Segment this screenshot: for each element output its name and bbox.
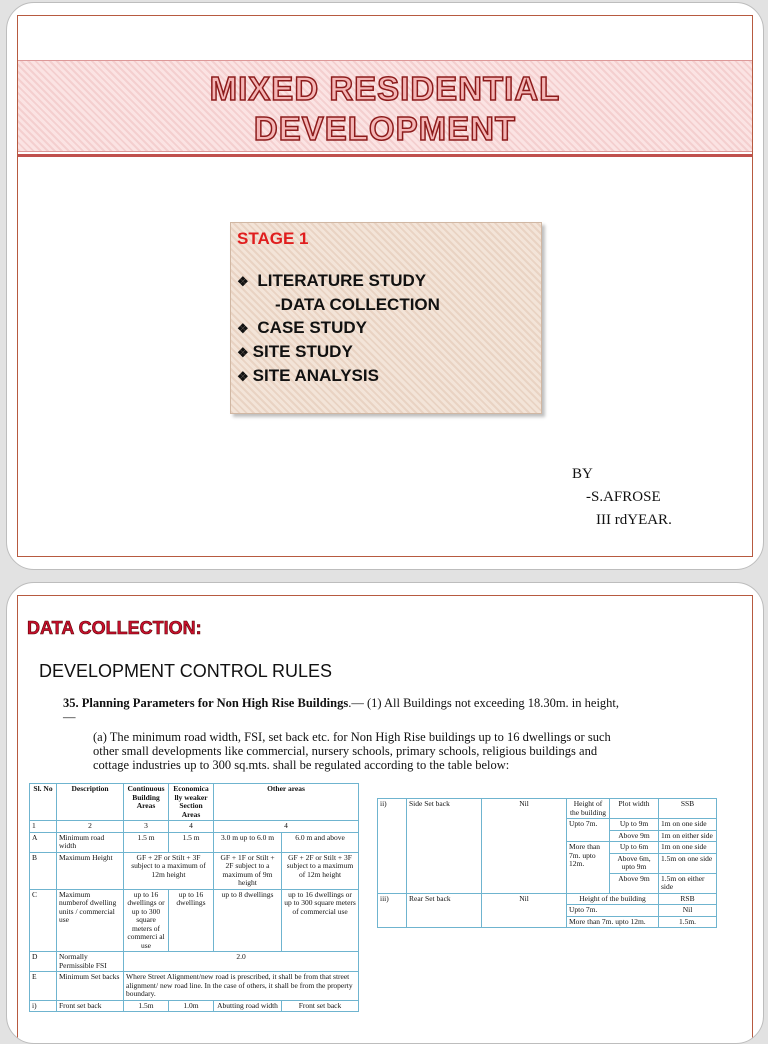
table-cell: 1.5 m xyxy=(169,832,214,852)
table-row xyxy=(30,821,359,833)
table-row xyxy=(30,972,359,1001)
list-item xyxy=(237,340,440,364)
table-cell: Maximum numberof dwelling units / commercial use xyxy=(57,889,124,952)
table-cell: More than 7m. upto 12m. xyxy=(567,842,610,894)
list-item-label: -DATA COLLECTION xyxy=(275,295,440,314)
table-cell: 6.0 m and above xyxy=(282,832,359,852)
table-cell: up to 16 dwellings or up to 300 square meters of commerci al use xyxy=(124,889,169,952)
regulation-paragraph-2: (a) The minimum road width, FSI, set back etc. for Non High Rise buildings up to 16 dwellings or such other small developments like commercial, nursery schools, primary schools, religious buildings and cottage industries up to 300 sq.mts. shall be regulated according to the table below: xyxy=(93,730,611,772)
table-cell: Above 9m xyxy=(610,830,659,842)
table-cell: Upto 7m. xyxy=(567,905,659,917)
table-cell: up to 16 dwellings xyxy=(169,889,214,952)
table-cell: Normally Permissible FSI xyxy=(57,952,124,972)
table-cell: Minimum Set backs xyxy=(57,972,124,1001)
diamond-bullet-icon: ❖ xyxy=(237,321,249,336)
stage-box xyxy=(230,222,542,414)
banner-rule xyxy=(18,154,752,157)
title-line-1: MIXED RESIDENTIAL xyxy=(209,70,561,107)
list-item-label: SITE STUDY xyxy=(252,342,353,361)
by-label: BY xyxy=(572,466,593,482)
table-cell: GF + 1F or Stilt + 2F subject to a maximum of 9m height xyxy=(214,852,282,889)
table-header: Description xyxy=(57,784,124,821)
table-cell: Height of the building xyxy=(567,799,610,819)
diamond-bullet-icon: ❖ xyxy=(237,369,249,384)
table-cell: 1.5m. xyxy=(659,916,717,928)
table-cell: B xyxy=(30,852,57,889)
table-cell: Maximum Height xyxy=(57,852,124,889)
table-cell: Nil xyxy=(482,799,567,894)
title-banner xyxy=(18,60,752,152)
table-row xyxy=(30,889,359,952)
table-cell: E xyxy=(30,972,57,1001)
table-cell: Where Street Alignment/new road is prescribed, it shall be from that street alignment/ new road line. In the case of others, it shall be from the property boundary. xyxy=(124,972,359,1001)
table-cell: Up to 6m xyxy=(610,842,659,854)
diamond-bullet-icon: ❖ xyxy=(237,345,249,360)
section-subheading: DEVELOPMENT CONTROL RULES xyxy=(39,661,333,681)
stage-label: STAGE 1 xyxy=(237,229,309,248)
table-row xyxy=(30,832,359,852)
table-cell: 4 xyxy=(214,821,359,833)
title-line-2: DEVELOPMENT xyxy=(253,110,517,147)
slide-title xyxy=(18,69,752,149)
table-cell: Up to 9m xyxy=(610,819,659,831)
table-cell: up to 16 dwellings or up to 300 square meters of commercial use xyxy=(282,889,359,952)
table-cell: 1.5m xyxy=(124,1000,169,1012)
table-cell: 1m on one side xyxy=(659,842,717,854)
table-cell: D xyxy=(30,952,57,972)
table-cell: Side Set back xyxy=(407,799,482,894)
table-cell: 1 xyxy=(30,821,57,833)
table-cell: Above 9m xyxy=(610,873,659,893)
table-cell: GF + 2F or Stilt + 3F subject to a maximum of 12m height xyxy=(282,852,359,889)
table-cell: 1.5m on either side xyxy=(659,873,717,893)
table-cell: Upto 7m. xyxy=(567,819,610,842)
setback-table-right xyxy=(377,798,717,928)
table-cell: Rear Set back xyxy=(407,893,482,928)
regulation-paragraph-1 xyxy=(63,696,623,724)
table-header: Other areas xyxy=(214,784,359,821)
table-cell: iii) xyxy=(378,893,407,928)
table-cell: Plot width xyxy=(610,799,659,819)
table-cell: 1.0m xyxy=(169,1000,214,1012)
table-header: Sl. No xyxy=(30,784,57,821)
table-header: Continuous Building Areas xyxy=(124,784,169,821)
table-cell: Abutting road width xyxy=(214,1000,282,1012)
table-row xyxy=(378,893,717,905)
regulation-title-rest: .— (1) All Buildings not exceeding 18.30m. in height,— xyxy=(63,696,620,724)
table-cell: Nil xyxy=(482,893,567,928)
list-item xyxy=(237,269,440,293)
table-cell: i) xyxy=(30,1000,57,1012)
table-cell: More than 7m. upto 12m. xyxy=(567,916,659,928)
table-cell: Front set back xyxy=(57,1000,124,1012)
table-cell: 4 xyxy=(169,821,214,833)
setback-table-left xyxy=(29,783,359,1012)
author-year: III rdYEAR. xyxy=(596,512,672,528)
table-cell: Above 6m, upto 9m xyxy=(610,853,659,873)
table-row xyxy=(30,1000,359,1012)
table-cell: 1.5 m xyxy=(124,832,169,852)
table-row xyxy=(30,852,359,889)
list-item-label: LITERATURE STUDY xyxy=(257,271,427,290)
byline xyxy=(572,463,672,532)
regulation-title: 35. Planning Parameters for Non High Rise Buildings xyxy=(63,696,349,710)
table-cell: GF + 2F or Stilt + 3F subject to a maximum of 12m height xyxy=(124,852,214,889)
table-cell: 1m on either side xyxy=(659,830,717,842)
title-slide xyxy=(6,2,764,570)
table-cell: 2 xyxy=(57,821,124,833)
data-collection-slide xyxy=(6,582,764,1044)
table-cell: SSB xyxy=(659,799,717,819)
list-item-label: CASE STUDY xyxy=(257,318,367,337)
table-cell: 3.0 m up to 6.0 m xyxy=(214,832,282,852)
table-header: Economica lly weaker Section Areas xyxy=(169,784,214,821)
table-cell: 1m on one side xyxy=(659,819,717,831)
table-cell: up to 8 dwellings xyxy=(214,889,282,952)
section-heading: DATA COLLECTION: xyxy=(27,618,202,638)
table-cell: Minimum road width xyxy=(57,832,124,852)
stage-list xyxy=(237,269,440,388)
author-name: -S.AFROSE xyxy=(586,489,661,505)
table-cell: RSB xyxy=(659,893,717,905)
table-row xyxy=(378,799,717,819)
table-cell: 2.0 xyxy=(124,952,359,972)
list-item-label: SITE ANALYSIS xyxy=(252,366,379,385)
table-header-row xyxy=(30,784,359,821)
list-item xyxy=(237,293,440,316)
list-item xyxy=(237,364,440,388)
regulation-text xyxy=(63,696,623,772)
table-cell: Front set back xyxy=(282,1000,359,1012)
table-cell: ii) xyxy=(378,799,407,894)
table-cell: C xyxy=(30,889,57,952)
diamond-bullet-icon: ❖ xyxy=(237,274,249,289)
table-row xyxy=(30,952,359,972)
table-cell: Nil xyxy=(659,905,717,917)
table-cell: 1.5m on one side xyxy=(659,853,717,873)
list-item xyxy=(237,316,440,340)
table-cell: Height of the building xyxy=(567,893,659,905)
table-cell: A xyxy=(30,832,57,852)
table-cell: 3 xyxy=(124,821,169,833)
